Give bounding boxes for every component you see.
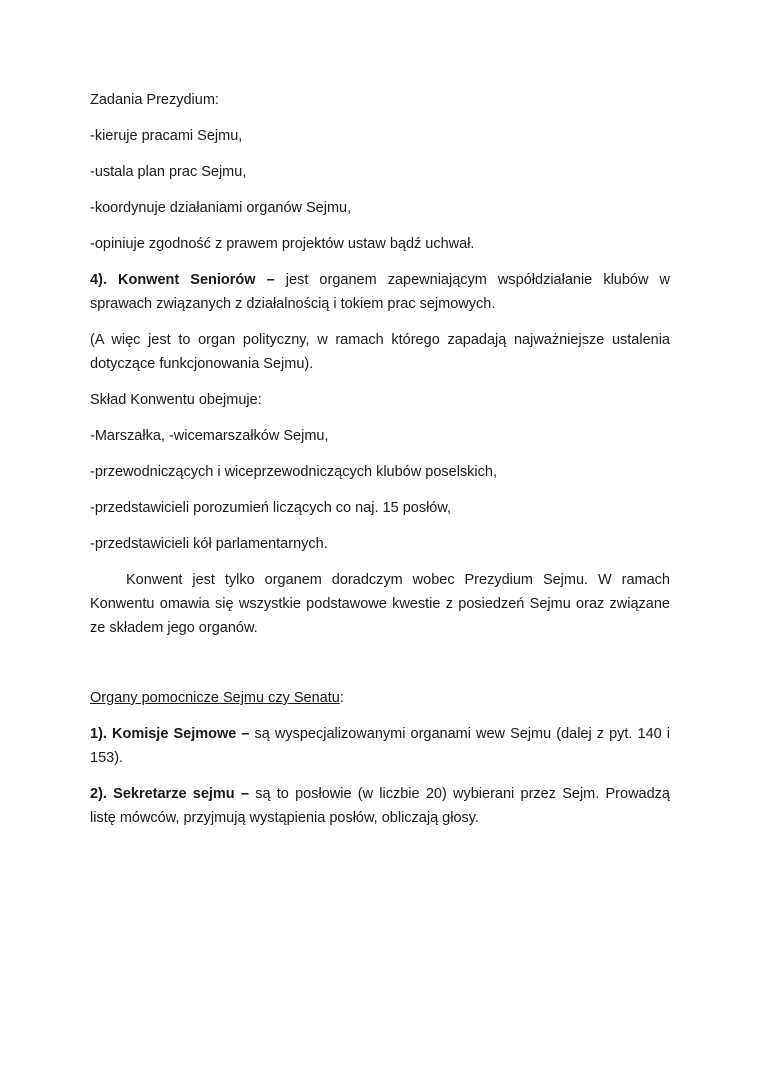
prezydium-task: -kieruje pracami Sejmu, <box>90 128 243 144</box>
section-spacer <box>90 652 670 686</box>
konwent-summary: Konwent jest tylko organem doradczym wobec Prezydium Sejmu. W ramach Konwentu omawia się wszystkie podstawowe kwestie z posiedzeń Sejmu oraz związane ze składem jego organów. <box>90 572 670 636</box>
konwent-label: 4). Konwent Seniorów – <box>90 272 275 288</box>
organy-heading: Organy pomocnicze Sejmu czy Senatu <box>90 690 340 706</box>
komisje-text: są wyspecjalizowanymi organami wew Sejmu (dalej z pyt. 140 i 153). <box>90 726 671 766</box>
konwent-note: (A więc jest to organ polityczny, w ramach którego zapadają najważniejsze ustalenia dotyczące funkcjonowania Sejmu). <box>90 332 670 372</box>
organy-heading-line <box>90 686 670 710</box>
konwent-member: -przewodniczących i wiceprzewodniczących klubów poselskich, <box>90 464 497 480</box>
konwent-member: -Marszałka, -wicemarszałków Sejmu, <box>90 428 329 444</box>
prezydium-heading: Zadania Prezydium: <box>90 92 219 108</box>
konwent-sklad-heading: Skład Konwentu obejmuje: <box>90 392 262 408</box>
konwent-text: jest organem zapewniającym współdziałanie klubów w sprawach związanych z działalnością i tokiem prac sejmowych. <box>90 272 671 312</box>
konwent-member: -przedstawicieli porozumień liczących co naj. 15 posłów, <box>90 500 452 516</box>
prezydium-task: -ustala plan prac Sejmu, <box>90 164 247 180</box>
document-page <box>90 88 670 842</box>
konwent-member: -przedstawicieli kół parlamentarnych. <box>90 536 328 552</box>
konwent-definition <box>90 268 670 316</box>
sekretarze-definition <box>90 782 670 830</box>
prezydium-task: -opiniuje zgodność z prawem projektów ustaw bądź uchwał. <box>90 236 475 252</box>
komisje-label: 1). Komisje Sejmowe – <box>90 726 250 742</box>
komisje-definition <box>90 722 670 770</box>
sekretarze-label: 2). Sekretarze sejmu – <box>90 786 249 802</box>
organy-heading-colon: : <box>339 690 344 706</box>
sekretarze-text: są to posłowie (w liczbie 20) wybierani przez Sejm. Prowadzą listę mówców, przyjmują wystąpienia posłów, obliczają głosy. <box>90 786 670 826</box>
prezydium-task: -koordynuje działaniami organów Sejmu, <box>90 200 352 216</box>
